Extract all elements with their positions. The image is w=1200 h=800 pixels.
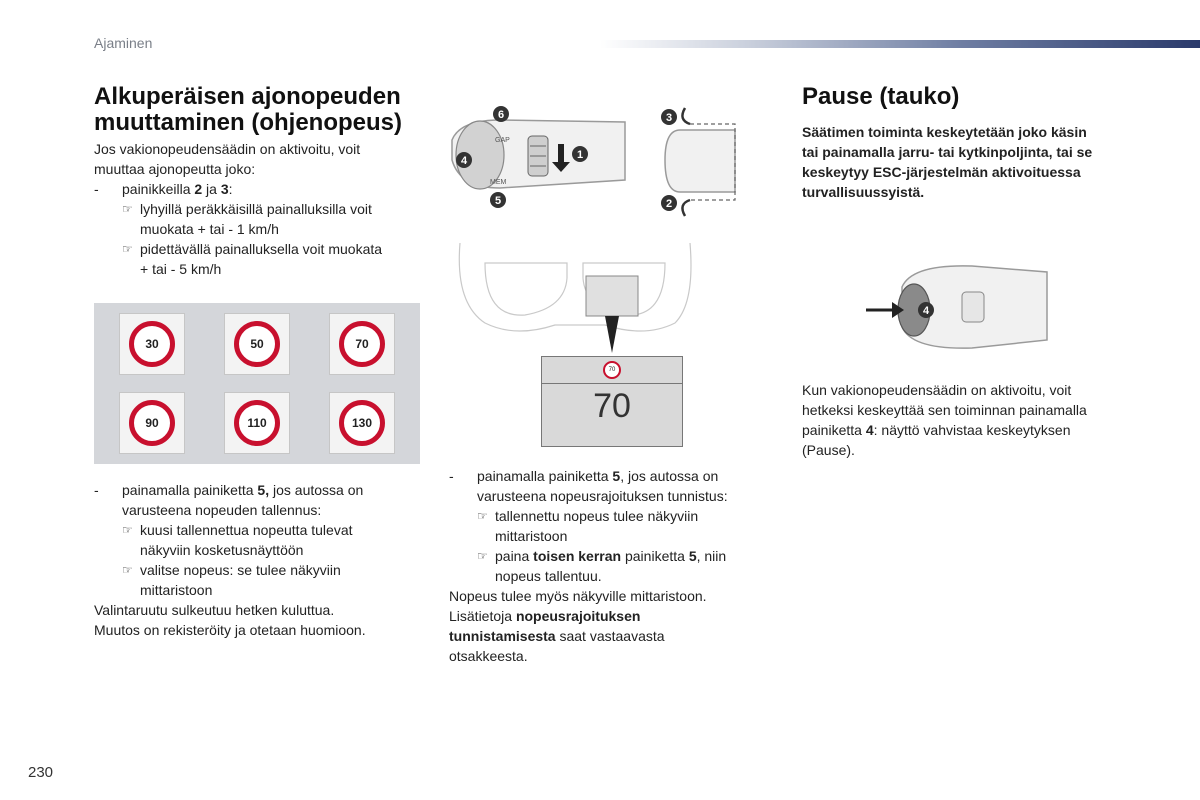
list-item: - painikkeilla 2 ja 3:	[94, 181, 233, 197]
callout-3: 3	[665, 112, 673, 124]
sub-list-item: ☞ tallennettu nopeus tulee näkyviin mittaristoon	[477, 508, 699, 544]
intro-line2: muuttaa ajonopeutta joko:	[94, 161, 256, 177]
col3-bold-intro: Säätimen toiminta keskeytetään joko käsin tai painamalla jarru- tai kytkinpoljinta, tai se keskeytyy ESC-järjestelmän aktivoituessa turvallisuussyistä.	[802, 124, 1093, 200]
note-line1: Nopeus tulee myös näkyville mittaristoon.	[449, 588, 707, 604]
speed-sign: 30	[119, 313, 185, 375]
sub-list-item: ☞ kuusi tallennettua nopeutta tulevat näkyviin kosketusnäyttöön	[122, 522, 353, 558]
callout-1: 1	[576, 149, 584, 161]
closing-line1: Valintaruutu sulkeutuu hetken kuluttua.	[94, 602, 335, 618]
speed-sign-mini: 70	[603, 361, 621, 379]
svg-text:GAP: GAP	[495, 137, 510, 144]
instrument-cluster-diagram	[455, 243, 695, 353]
callout-4: 4	[460, 155, 468, 167]
note-line3: tunnistamisesta saat vastaavasta	[449, 628, 665, 644]
list-item: - painamalla painiketta 5, jos autossa on varusteena nopeuden tallennus:	[94, 482, 364, 518]
sub-list-item: ☞ paina toisen kerran painiketta 5, niin nopeus tallentuu.	[477, 548, 727, 584]
title-line1: Alkuperäisen ajonopeuden	[94, 83, 401, 110]
speed-sign: 90	[119, 392, 185, 454]
pointer-icon: ☞	[477, 549, 488, 563]
col3-title: Pause (tauko)	[802, 83, 960, 110]
list-item: - painamalla painiketta 5, jos autossa on varusteena nopeusrajoituksen tunnistus:	[449, 468, 728, 504]
note-line4: otsakkeesta.	[449, 648, 528, 664]
pointer-icon: ☞	[122, 523, 133, 537]
col1-lower	[94, 480, 424, 640]
section-label: Ajaminen	[94, 35, 153, 51]
col1-title	[94, 84, 424, 136]
speed-sign: 50	[224, 313, 290, 375]
speed-readout: 70	[593, 387, 631, 425]
svg-text:MEM: MEM	[490, 179, 507, 186]
page-number: 230	[28, 764, 54, 781]
callout-5: 5	[494, 195, 502, 207]
speed-signs-panel	[94, 303, 420, 464]
pointer-icon: ☞	[122, 242, 133, 256]
callout-4-pause: 4	[922, 305, 930, 317]
sub-list-item: ☞ valitse nopeus: se tulee näkyviin mittaristoon	[122, 562, 341, 598]
pointer-icon: ☞	[477, 509, 488, 523]
speed-sign: 70	[329, 313, 395, 375]
pointer-icon: ☞	[122, 563, 133, 577]
cluster-display	[541, 356, 683, 447]
speed-sign: 110	[224, 392, 290, 454]
header-gradient-bar	[600, 40, 1200, 48]
closing-line2: Muutos on rekisteröity ja otetaan huomioon.	[94, 622, 366, 638]
callout-6: 6	[497, 109, 505, 121]
speed-sign: 130	[329, 392, 395, 454]
steering-control-diagram	[440, 100, 780, 225]
note-line2: Lisätietoja nopeusrajoituksen	[449, 608, 641, 624]
sub-list-item: ☞ pidettävällä painalluksella voit muokata + tai - 5 km/h	[122, 241, 383, 277]
callout-2: 2	[665, 198, 673, 210]
pause-button-diagram	[862, 262, 1062, 352]
title-line2: muuttaminen (ohjenopeus)	[94, 109, 402, 136]
pointer-icon: ☞	[122, 202, 133, 216]
intro-line1: Jos vakionopeudensäädin on aktivoitu, voit	[94, 141, 361, 157]
sub-list-item: ☞ lyhyillä peräkkäisillä painalluksilla voit muokata + tai - 1 km/h	[122, 201, 372, 237]
col3-text: Kun vakionopeudensäädin on aktivoitu, voit hetkeksi keskeyttää sen toiminnan painamalla painiketta 4: näyttö vahvistaa keskeytyksen (Pause).	[802, 382, 1087, 458]
col2-text	[449, 466, 779, 666]
col1-intro	[94, 139, 424, 279]
